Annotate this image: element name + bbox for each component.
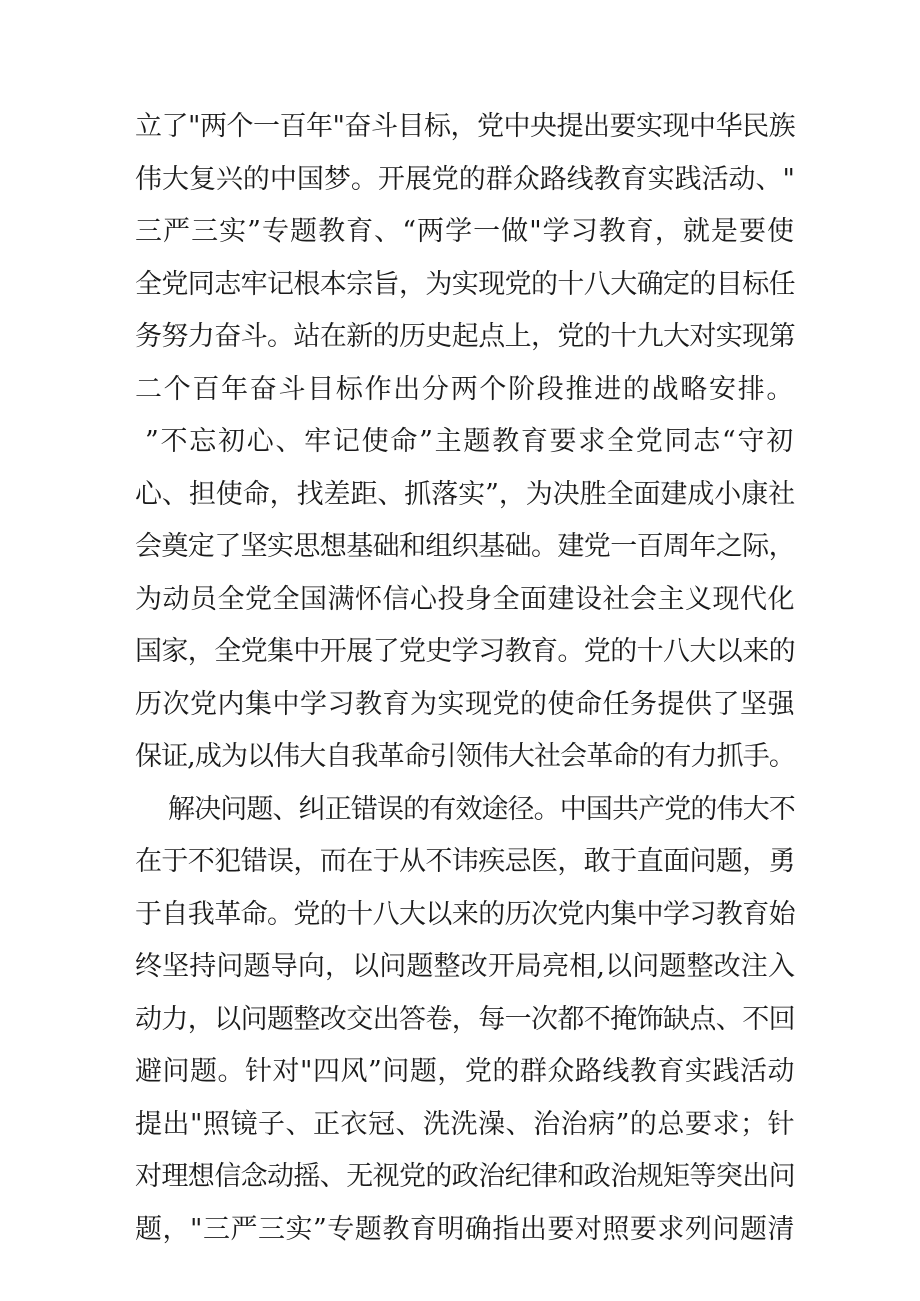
text-line: 对理想信念动摇、无视党的政治纪律和政治规矩等突出问 — [135, 1161, 795, 1192]
text-line: 全党同志牢记根本宗旨，为实现党的十八大确定的目标任 — [135, 269, 795, 300]
text-line: 为动员全党全国满怀信心投身全面建设社会主义现代化 — [135, 584, 795, 615]
text-line: 三严三实”专题教育、“两学一做"学习教育，就是要使 — [135, 216, 796, 247]
text-line: 解决问题、纠正错误的有效途径。中国共产党的伟大不 — [168, 794, 795, 825]
text-line: 于自我革命。党的十八大以来的历次党内集中学习教育始 — [135, 899, 795, 930]
text-line: 伟大复兴的中国梦。开展党的群众路线教育实践活动、" — [135, 164, 795, 195]
text-line: 会奠定了坚实思想基础和组织基础。建党一百周年之际， — [135, 531, 795, 562]
text-line: 历次党内集中学习教育为实现党的使命任务提供了坚强 — [135, 689, 795, 720]
text-line: 提出"照镜子、正衣冠、洗洗澡、治治病”的总要求；针 — [135, 1109, 795, 1140]
text-line: 避问题。针对"四风”问题，党的群众路线教育实践活动 — [135, 1056, 795, 1087]
text-line: 二个百年奋斗目标作出分两个阶段推进的战略安排。 — [135, 374, 796, 405]
text-line: 务努力奋斗。站在新的历史起点上，党的十九大对实现第 — [135, 321, 795, 352]
text-line: 在于不犯错误，而在于从不讳疾忌医，敢于直面问题，勇 — [135, 846, 795, 877]
text-line: 动力，以问题整改交出答卷，每一次都不掩饰缺点、不回 — [135, 1004, 795, 1035]
text-line: 国家，全党集中开展了党史学习教育。党的十八大以来的 — [135, 636, 795, 667]
text-line: 终坚持问题导向，以问题整改开局亮相,以问题整改注入 — [135, 951, 796, 982]
text-line: ”不忘初心、牢记使命”主题教育要求全党同志“守初 — [145, 426, 795, 457]
text-line: 心、担使命，找差距、抓落实”，为决胜全面建成小康社 — [135, 479, 796, 510]
text-line: 题，"三严三实”专题教育明确指出要对照要求列问题清 — [135, 1214, 795, 1245]
text-line: 保证,成为以伟大自我革命引领伟大社会革命的有力抓手。 — [135, 741, 795, 772]
text-line: 立了"两个一百年"奋斗目标，党中央提出要实现中华民族 — [135, 111, 796, 142]
